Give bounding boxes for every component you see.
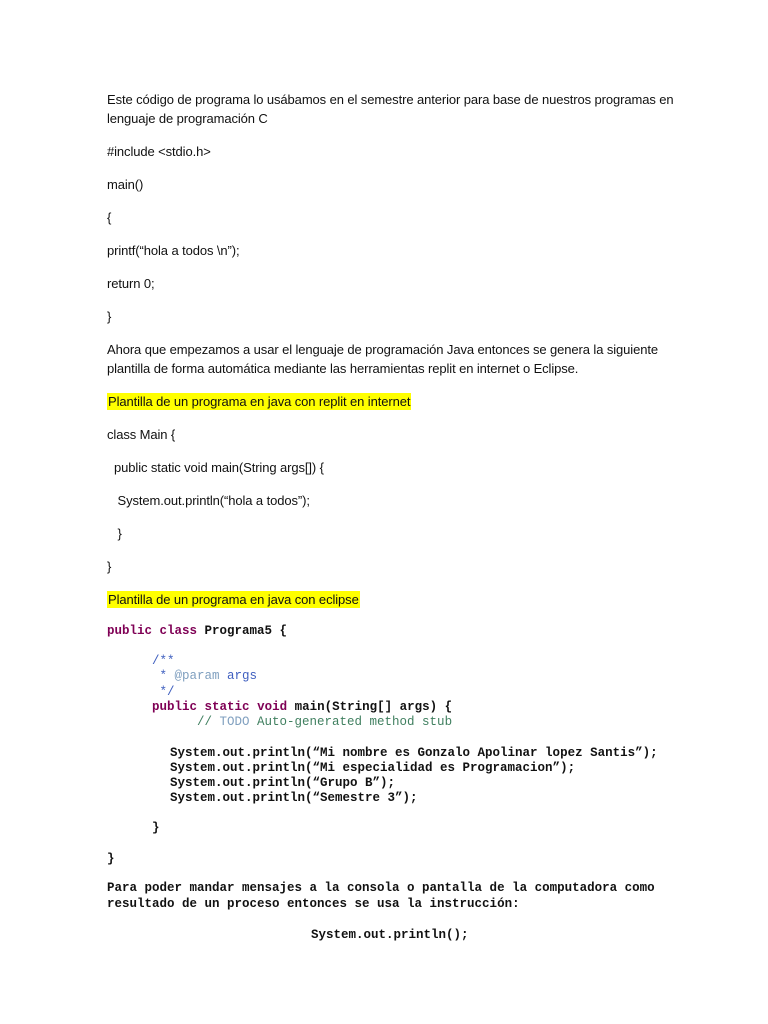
eclipse-class-line [107,624,287,638]
javadoc-param-tag: @param [174,669,220,683]
javadoc-star: * [152,669,175,683]
c-include-line: #include <stdio.h> [107,144,211,159]
c-open-brace: { [107,210,112,225]
method-close-brace: } [152,821,160,835]
replit-method-line: public static void main(String args[]) { [107,460,324,475]
todo-tag: TODO [219,715,250,729]
keyword-public-method: public [152,700,198,714]
keyword-public: public [107,624,153,638]
println-line-4: System.out.println(“Semestre 3”); [170,791,418,805]
intro-line-2: lenguaje de programación C [107,111,268,126]
keyword-static: static [204,700,250,714]
keyword-class: class [159,624,198,638]
eclipse-method-line [152,700,452,714]
footer-line-2: resultado de un proceso entonces se usa la instrucción: [107,897,520,911]
todo-comment [197,715,452,729]
todo-slashes: // [197,715,220,729]
println-line-3: System.out.println(“Grupo B”); [170,776,396,790]
class-name: Programa5 { [197,624,288,638]
javadoc-args: args [219,669,258,683]
footer-line-1: Para poder mandar mensajes a la consola o pantalla de la computadora como [107,881,655,895]
replit-heading [107,394,411,409]
replit-println-line: System.out.println(“hola a todos”); [107,493,310,508]
keyword-void: void [257,700,288,714]
java-intro-line-1: Ahora que empezamos a usar el lenguaje de programación Java entonces se genera la siguiente [107,342,658,357]
eclipse-heading [107,592,360,607]
javadoc-open: /** [152,654,175,668]
replit-heading-highlight: Plantilla de un programa en java con replit en internet [108,394,411,409]
footer-instruction: System.out.println(); [311,928,469,942]
method-signature: main(String[] args) { [287,700,453,714]
replit-class-line: class Main { [107,427,176,442]
c-main-line: main() [107,177,144,192]
eclipse-heading-highlight: Plantilla de un programa en java con eclipse [108,592,359,607]
javadoc-param-line [152,669,257,683]
replit-inner-close: } [107,526,122,541]
javadoc-close: */ [152,685,175,699]
todo-text: Auto-generated method stub [249,715,453,729]
c-close-brace: } [107,309,112,324]
println-line-1: System.out.println(“Mi nombre es Gonzalo Apolinar lopez Santis”); [170,746,658,760]
intro-line-1: Este código de programa lo usábamos en el semestre anterior para base de nuestros programas en [107,92,674,107]
java-intro-line-2: plantilla de forma automática mediante las herramientas replit en internet o Eclipse. [107,361,579,376]
replit-outer-close: } [107,559,112,574]
println-line-2: System.out.println(“Mi especialidad es Programacion”); [170,761,576,775]
class-close-brace: } [107,852,115,866]
c-return-line: return 0; [107,276,155,291]
c-printf-line: printf(“hola a todos \n”); [107,243,240,258]
